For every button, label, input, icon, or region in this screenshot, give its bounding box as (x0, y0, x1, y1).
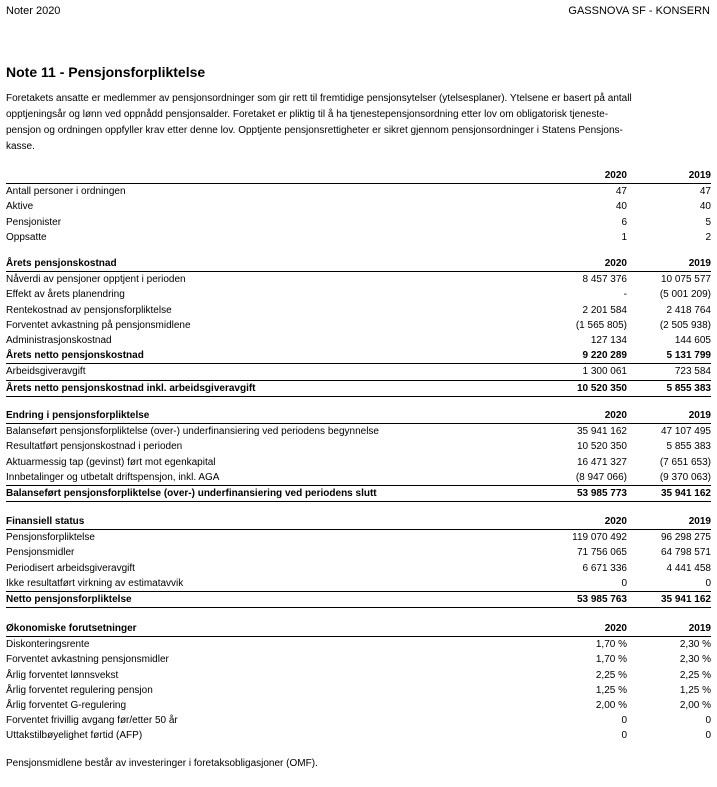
table-row (6, 424, 711, 439)
value-2020: 2020 (604, 623, 627, 634)
note-title: Note 11 - Pensjonsforpliktelse (6, 64, 206, 80)
row-label: Oppsatte (6, 231, 47, 243)
value-2020: 2,25 % (595, 669, 627, 681)
table-row (6, 576, 711, 591)
row-label: Endring i pensjonsforpliktelse (6, 410, 150, 421)
row-label: Årets netto pensjonskostnad inkl. arbeidsgiveravgift (6, 382, 256, 394)
row-label: Antall personer i ordningen (6, 186, 126, 198)
row-label: Uttakstilbøyelighet førtid (AFP) (6, 730, 143, 742)
row-label: Netto pensjonsforpliktelse (6, 593, 132, 605)
row-label: Pensjonister (6, 216, 62, 228)
value-2019: (9 370 063) (659, 471, 711, 483)
value-2020: 10 520 350 (576, 441, 627, 453)
value-2020: 6 671 336 (582, 562, 627, 574)
intro-paragraph (6, 91, 636, 155)
value-2019: 0 (705, 715, 711, 727)
table-row (6, 230, 711, 245)
value-2019: 2,30 % (679, 654, 711, 666)
table-row (6, 470, 711, 485)
value-2019: 5 855 383 (666, 441, 711, 453)
row-label: Nåverdi av pensjoner opptjent i perioden (6, 274, 186, 286)
row-label: Aktuarmessig tap (gevinst) ført mot egenkapital (6, 456, 216, 468)
row-label: Administrasjonskostnad (6, 334, 112, 346)
value-2020: 53 985 763 (576, 593, 627, 605)
value-2020: - (623, 289, 627, 301)
row-label: Rentekostnad av pensjonsforpliktelse (6, 304, 172, 316)
value-2019: 40 (699, 201, 711, 213)
obligation-change-table (6, 408, 711, 502)
value-2019: 2 418 764 (666, 304, 711, 316)
row-label: Balanseført pensjonsforpliktelse (over-) underfinansiering ved periodens begynnelse (6, 426, 379, 438)
value-2019: 0 (705, 730, 711, 742)
value-2020: 127 134 (590, 334, 627, 346)
table-row (6, 698, 711, 713)
table-row (6, 199, 711, 214)
row-label: Innbetalinger og utbetalt driftspensjon, inkl. AGA (6, 471, 220, 483)
intro-line: kasse. (6, 141, 35, 152)
row-label: Pensjonsforpliktelse (6, 532, 95, 544)
intro-line: Foretakets ansatte er medlemmer av pensjonsordninger som gir rett til fremtidige pensjonsytelser (ytelsesplaner). Ytelsene er basert på antall (6, 93, 632, 104)
table-header-row (6, 408, 711, 424)
row-label: Årlig forventet G-regulering (6, 699, 127, 711)
value-2019: 144 605 (674, 334, 711, 346)
table-sum-row (6, 485, 711, 502)
value-2020: 47 (615, 186, 627, 198)
row-label: Årlig forventet regulering pensjon (6, 684, 153, 696)
header-right: GASSNOVA SF - KONSERN (568, 5, 710, 17)
value-2020: 6 (621, 216, 627, 228)
value-2020: 2020 (604, 516, 627, 527)
value-2019: 5 131 799 (666, 350, 711, 362)
row-label: Resultatført pensjonskostnad i perioden (6, 441, 183, 453)
value-2020: 0 (621, 577, 627, 589)
value-2019: 64 798 571 (660, 547, 711, 559)
row-label: Årets pensjonskostnad (6, 258, 117, 269)
table-row (6, 455, 711, 470)
value-2020: 119 070 492 (572, 532, 627, 544)
value-2020: (8 947 066) (575, 471, 627, 483)
table-row (6, 683, 711, 698)
table-header-row (6, 621, 711, 637)
row-label: Forventet avkastning på pensjonsmidlene (6, 319, 191, 331)
row-label: Diskonteringsrente (6, 639, 90, 651)
value-2019: 2019 (688, 516, 711, 527)
table-row (6, 184, 711, 199)
value-2020: (1 565 805) (575, 319, 627, 331)
table-row (6, 530, 711, 545)
row-label: Effekt av årets planendring (6, 289, 125, 301)
value-2020: 2020 (604, 258, 627, 269)
table-row (6, 287, 711, 302)
value-2020: 71 756 065 (576, 547, 627, 559)
value-2019: 5 855 383 (666, 382, 711, 394)
row-label: Årets netto pensjonskostnad (6, 350, 144, 362)
value-2019: 96 298 275 (660, 532, 711, 544)
row-label: Årlig forventet lønnsvekst (6, 669, 119, 681)
value-2019: 35 941 162 (660, 593, 711, 605)
value-2020: 2020 (604, 410, 627, 421)
table-row (6, 303, 711, 318)
value-2019: 723 584 (674, 366, 711, 378)
footer-note: Pensjonsmidlene består av investeringer i foretaksobligasjoner (OMF). (6, 758, 318, 769)
table-row (6, 545, 711, 560)
value-2019: 47 107 495 (660, 426, 711, 438)
value-2020: 2 201 584 (582, 304, 627, 316)
value-2019: 1,25 % (679, 684, 711, 696)
table-row (6, 637, 711, 652)
pension-cost-table (6, 256, 711, 397)
value-2019: 0 (705, 577, 711, 589)
table-row (6, 561, 711, 576)
value-2019: 2 (705, 231, 711, 243)
value-2020: 2,00 % (595, 699, 627, 711)
table-row (6, 439, 711, 454)
value-2020: 40 (615, 201, 627, 213)
row-label: Balanseført pensjonsforpliktelse (over-) underfinansiering ved periodens slutt (6, 487, 377, 499)
table-row (6, 728, 711, 743)
financial-status-table (6, 514, 711, 608)
value-2019: (7 651 653) (659, 456, 711, 468)
value-2019: 35 941 162 (660, 487, 711, 499)
value-2020: 16 471 327 (576, 456, 627, 468)
value-2019: 2019 (688, 623, 711, 634)
table-row (6, 364, 711, 379)
table-row (6, 215, 711, 230)
intro-line: pensjon og ordningen oppfyller krav etter denne lov. Opptjente pensjonsrettigheter er sikret gjennom pensjonsordninger i Statens Pensjons- (6, 125, 623, 136)
table-row (6, 333, 711, 348)
table-row (6, 318, 711, 333)
row-label: Periodisert arbeidsgiveravgift (6, 562, 135, 574)
value-2019: 2,00 % (679, 699, 711, 711)
table-row (6, 652, 711, 667)
value-2019: 2019 (688, 410, 711, 421)
value-2020: 0 (621, 715, 627, 727)
row-label: Ikke resultatført virkning av estimatavvik (6, 577, 184, 589)
row-label: Økonomiske forutsetninger (6, 623, 137, 634)
row-label: Forventet frivillig avgang før/etter 50 år (6, 715, 178, 727)
table-header-row (6, 168, 711, 184)
header-left: Noter 2020 (6, 5, 61, 17)
value-2020: 1 300 061 (582, 366, 627, 378)
value-2019: 2,30 % (679, 639, 711, 651)
value-2020: 53 985 773 (576, 487, 627, 499)
row-label: Pensjonsmidler (6, 547, 75, 559)
value-2020: 1,25 % (595, 684, 627, 696)
value-2019: 10 075 577 (660, 274, 711, 286)
value-2019: 4 441 458 (666, 562, 711, 574)
row-label: Finansiell status (6, 516, 85, 527)
value-2020: 1,70 % (595, 654, 627, 666)
value-2020: 2020 (604, 170, 627, 181)
value-2020: 9 220 289 (582, 350, 627, 362)
personnel-table (6, 168, 711, 245)
table-header-row (6, 256, 711, 272)
table-sum-row (6, 591, 711, 608)
value-2019: (2 505 938) (659, 319, 711, 331)
table-sum-row (6, 380, 711, 397)
value-2019: 2019 (688, 170, 711, 181)
value-2019: 5 (705, 216, 711, 228)
value-2019: (5 001 209) (659, 289, 711, 301)
value-2019: 47 (699, 186, 711, 198)
table-header-row (6, 514, 711, 530)
intro-line: opptjeningsår og lønn ved oppnådd pensjonsalder. Foretaket er pliktig til å ha tjenestepensjonsordning etter lov om obligatorisk tjeneste- (6, 109, 609, 120)
row-label: Arbeidsgiveravgift (6, 366, 86, 378)
table-row (6, 272, 711, 287)
value-2020: 10 520 350 (576, 382, 627, 394)
value-2020: 0 (621, 730, 627, 742)
row-label: Forventet avkastning pensjonsmidler (6, 654, 169, 666)
page-header (6, 5, 710, 19)
value-2020: 35 941 162 (576, 426, 627, 438)
table-row (6, 713, 711, 728)
value-2020: 1,70 % (595, 639, 627, 651)
table-row (6, 668, 711, 683)
value-2019: 2,25 % (679, 669, 711, 681)
value-2020: 1 (621, 231, 627, 243)
value-2019: 2019 (688, 258, 711, 269)
economic-assumptions-table (6, 621, 711, 744)
table-sum-row (6, 348, 711, 364)
row-label: Aktive (6, 201, 34, 213)
value-2020: 8 457 376 (582, 274, 627, 286)
